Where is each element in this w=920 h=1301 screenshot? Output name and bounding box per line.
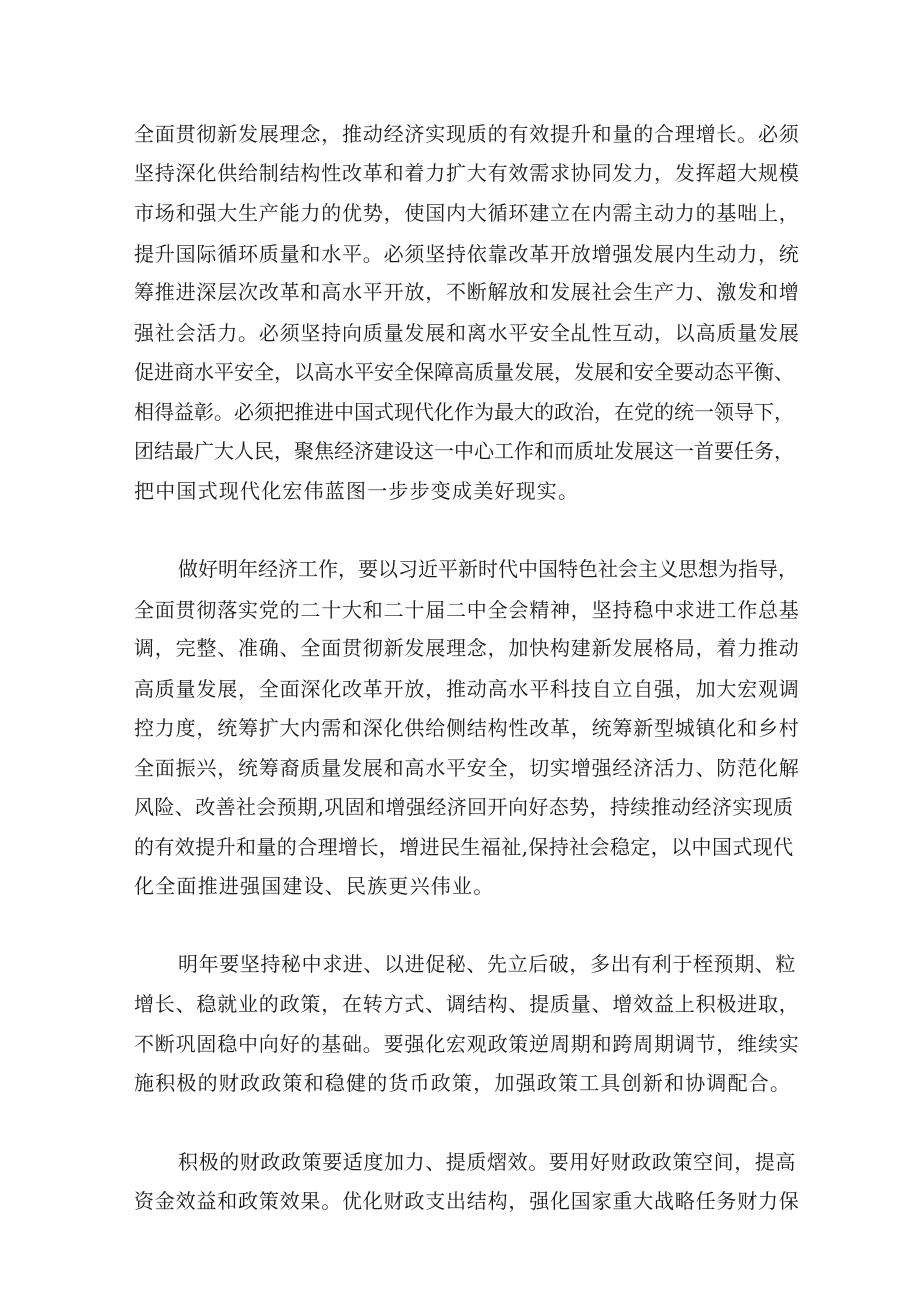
text-line: 促进商水平安全，以高水平安全保障高质量发展，发展和安全要动态平衡、 <box>134 360 794 384</box>
text-line: 资金效益和政策效果。优化财政支出结构，强化国家重大战略任务财力保 <box>134 1189 800 1213</box>
text-line: 明年要坚持秘中求进、以进促秘、先立后破，多出有利于桎预期、粒 <box>178 952 796 976</box>
text-line: 风险、改善社会预期,巩固和增强经济回开向好态势，持续推动经济实现质 <box>134 795 794 819</box>
text-line: 强社会活力。必须坚持向质量发展和离水平安全乩性互动，以高质量发展 <box>134 321 800 345</box>
text-line: 把中国式现代化宏伟蓝图一步步变成美好现实。 <box>134 479 580 503</box>
text-line: 全面贯彻新发展理念，推动经济实现质的有效提升和量的合理增长。必须 <box>134 122 800 146</box>
text-line: 积极的财政政策要适度加力、提质熠效。要用好财政政策空间，提高 <box>178 1150 796 1174</box>
text-line: 相得益彰。必须把推进中国式现代化作为最大的政治，在党的统一领导下， <box>134 400 794 424</box>
text-line: 增长、稳就业的政策，在转方式、调结构、提质量、增效益上积极进取， <box>134 992 800 1016</box>
text-line: 坚持深化供给制结构性改革和着力扩大有效需求协同发力，发挥超大规模 <box>134 161 800 185</box>
text-line: 全面贯彻落实党的二十大和二十届二中全会精神，坚持稳中求进工作总基 <box>134 598 800 622</box>
text-line: 控力度，统筹扩大内需和深化供给侧结构性改革，统筹新型城镇化和乡村 <box>134 716 800 740</box>
text-line: 做好明年经济工作，要以习近平新时代中国特色社会主义思想为指导， <box>178 557 798 581</box>
text-line: 的有效提升和量的合理增长，增进民生福祉,保持社会稳定，以中国式现代 <box>134 835 794 859</box>
text-line: 团结最广大人民，聚焦经济建设这一中心工作和而质址发展这一首要任务， <box>134 439 794 463</box>
text-line: 高质量发展，全面深化改革开放，推动高水平科技自立自强，加大宏观调 <box>134 677 800 701</box>
text-line: 不断巩固稳中向好的基础。要强化宏观政策逆周期和跨周期调节，维续实 <box>134 1032 800 1056</box>
text-line: 提升国际循环质量和水平。必须坚持依靠改革开放增强发展内生动力，统 <box>134 242 800 266</box>
text-line: 化全面推进强国建设、民族更兴伟业。 <box>134 874 495 898</box>
text-line: 全面振兴，统筹裔质量发展和高水平安全，切实增强经济活力、防范化解 <box>134 756 800 780</box>
text-line: 市场和强大生产能力的优势，使国内大循环建立在内需主动力的基咄上， <box>134 201 800 225</box>
text-line: 施积极的财政政策和稳健的货币政策，加强政策工具创新和协调配合。 <box>134 1071 792 1095</box>
text-line: 筹推进深层次改革和高水平开放，不断解放和发展社会生产力、激发和增 <box>134 280 800 304</box>
text-line: 调，完整、准确、全面贯彻新发展理念，加快构建新发展格局，着力推动 <box>134 636 800 660</box>
